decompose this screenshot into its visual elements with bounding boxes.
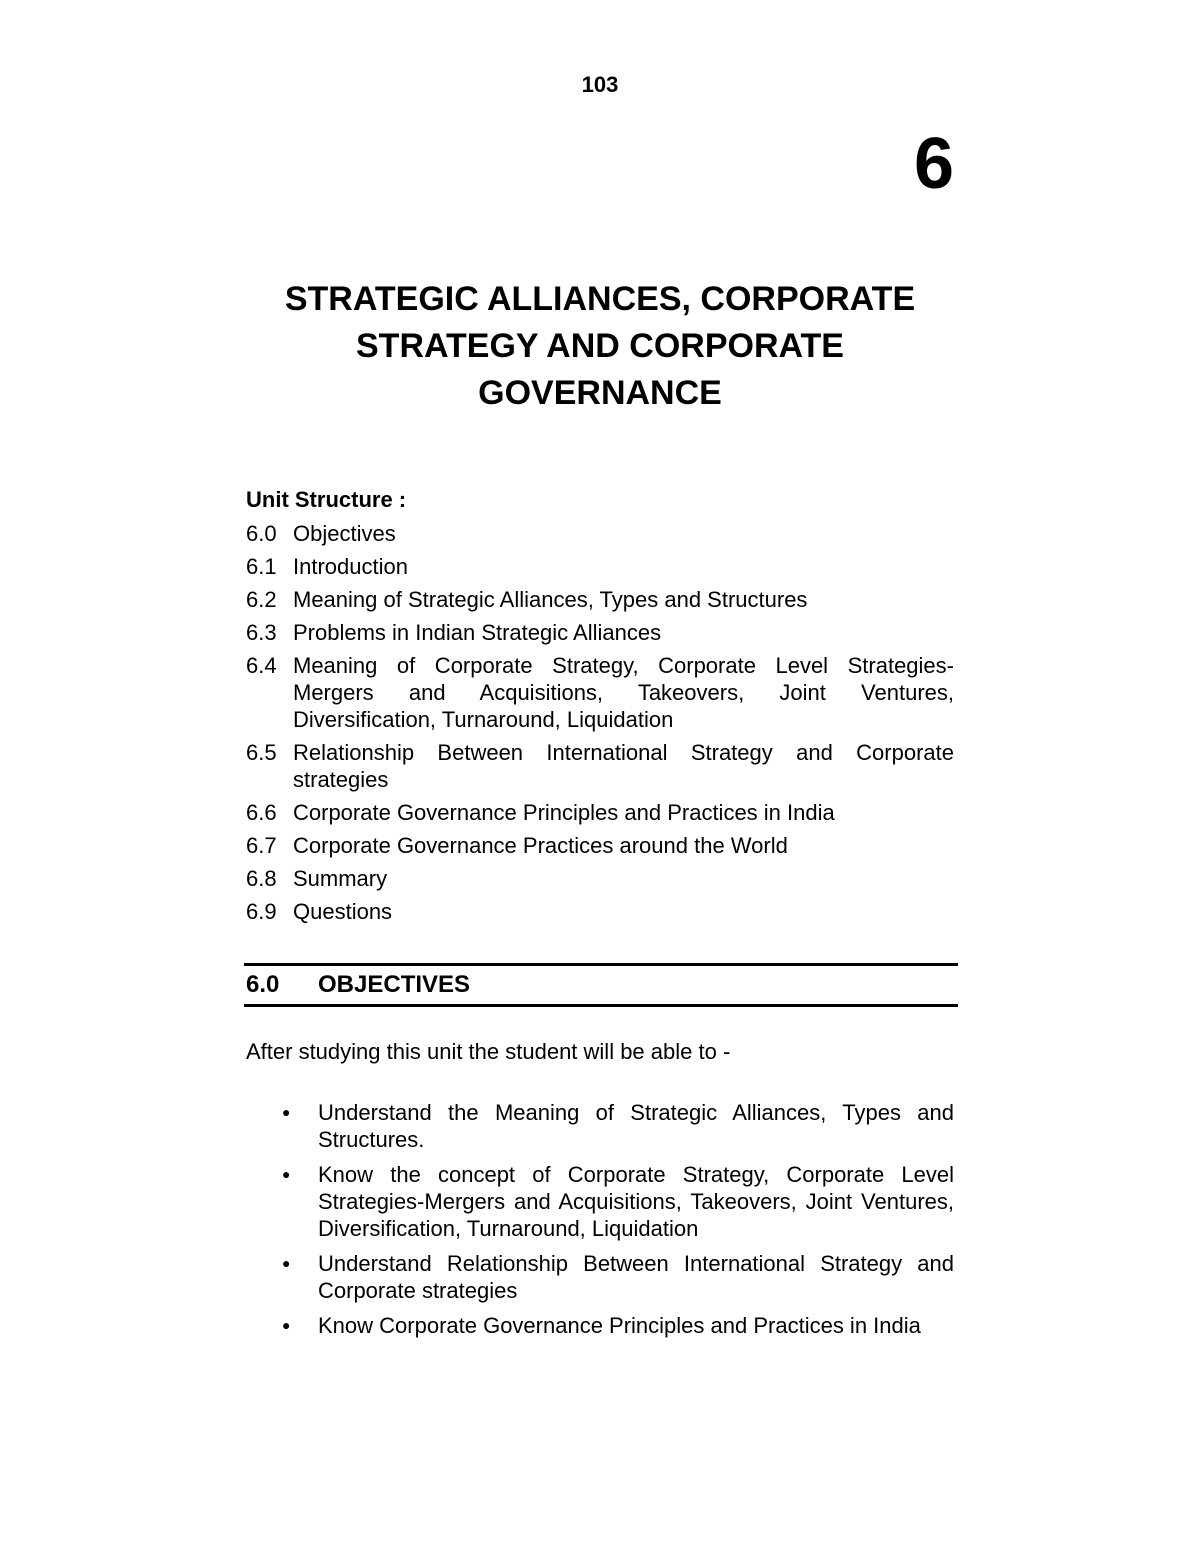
objective-text: Understand the Meaning of Strategic Alliances, Types and Structures. <box>318 1100 954 1152</box>
section-heading-objectives <box>244 963 958 1007</box>
toc-item-label: Objectives <box>293 521 396 546</box>
toc-item-label: Summary <box>293 866 388 891</box>
toc-item-label: Problems in Indian Strategic Alliances <box>293 620 662 645</box>
toc-item <box>246 739 954 793</box>
toc-item-label: Relationship Between International Strategy and Corporate strategies <box>293 740 954 792</box>
bullet-icon: ● <box>282 1255 291 1271</box>
toc-item-number: 6.8 <box>246 866 277 891</box>
objectives-intro: After studying this unit the student will be able to - <box>246 1039 731 1064</box>
toc-item <box>246 520 954 547</box>
page-number: 103 <box>581 72 619 97</box>
toc-item-label: Meaning of Strategic Alliances, Types and Structures <box>293 587 808 612</box>
toc-item <box>246 865 954 892</box>
toc-item <box>246 898 954 925</box>
objectives-list <box>246 1099 954 1347</box>
objective-item <box>246 1250 954 1304</box>
objective-item <box>246 1099 954 1153</box>
toc-item-number: 6.6 <box>246 800 277 825</box>
chapter-title-line: STRATEGY AND CORPORATE <box>356 327 844 365</box>
chapter-title-line: STRATEGIC ALLIANCES, CORPORATE <box>284 280 916 318</box>
toc-item-label: Introduction <box>293 554 408 579</box>
unit-structure-heading: Unit Structure : <box>246 487 407 512</box>
toc-item-number: 6.2 <box>246 587 277 612</box>
toc-item-number: 6.4 <box>246 653 277 678</box>
bullet-icon: ● <box>282 1104 291 1120</box>
toc-item <box>246 619 954 646</box>
toc-item-number: 6.3 <box>246 620 277 645</box>
bullet-icon: ● <box>282 1166 291 1182</box>
toc-item <box>246 652 954 733</box>
toc-item-number: 6.1 <box>246 554 277 579</box>
toc-item-label: Meaning of Corporate Strategy, Corporate Level Strategies-Mergers and Acquisitions, Takeovers, Joint Ventures, Diversification, Turnaround, Liquidation <box>293 653 954 732</box>
objective-item <box>246 1312 954 1339</box>
toc-item <box>246 586 954 613</box>
toc-item-number: 6.5 <box>246 740 277 765</box>
toc-item-number: 6.7 <box>246 833 277 858</box>
toc-item <box>246 832 954 859</box>
toc-item-label: Corporate Governance Principles and Practices in India <box>293 800 835 825</box>
objective-text: Know Corporate Governance Principles and Practices in India <box>318 1313 921 1338</box>
section-title: OBJECTIVES <box>318 971 471 998</box>
chapter-title-line: GOVERNANCE <box>478 374 722 412</box>
section-number: 6.0 <box>246 971 280 998</box>
objective-text: Know the concept of Corporate Strategy, Corporate Level Strategies-Mergers and Acquisitions, Takeovers, Joint Ventures, Diversification, Turnaround, Liquidation <box>318 1162 954 1241</box>
toc-item <box>246 799 954 826</box>
toc-item-number: 6.9 <box>246 899 277 924</box>
bullet-icon: ● <box>282 1317 291 1333</box>
toc-item-number: 6.0 <box>246 521 277 546</box>
toc-item <box>246 553 954 580</box>
chapter-title <box>200 276 1000 417</box>
unit-structure-list <box>246 520 954 931</box>
objective-item <box>246 1161 954 1242</box>
chapter-number: 6 <box>913 124 954 204</box>
toc-item-label: Questions <box>293 899 393 924</box>
toc-item-label: Corporate Governance Practices around the World <box>293 833 788 858</box>
objective-text: Understand Relationship Between International Strategy and Corporate strategies <box>318 1251 954 1303</box>
